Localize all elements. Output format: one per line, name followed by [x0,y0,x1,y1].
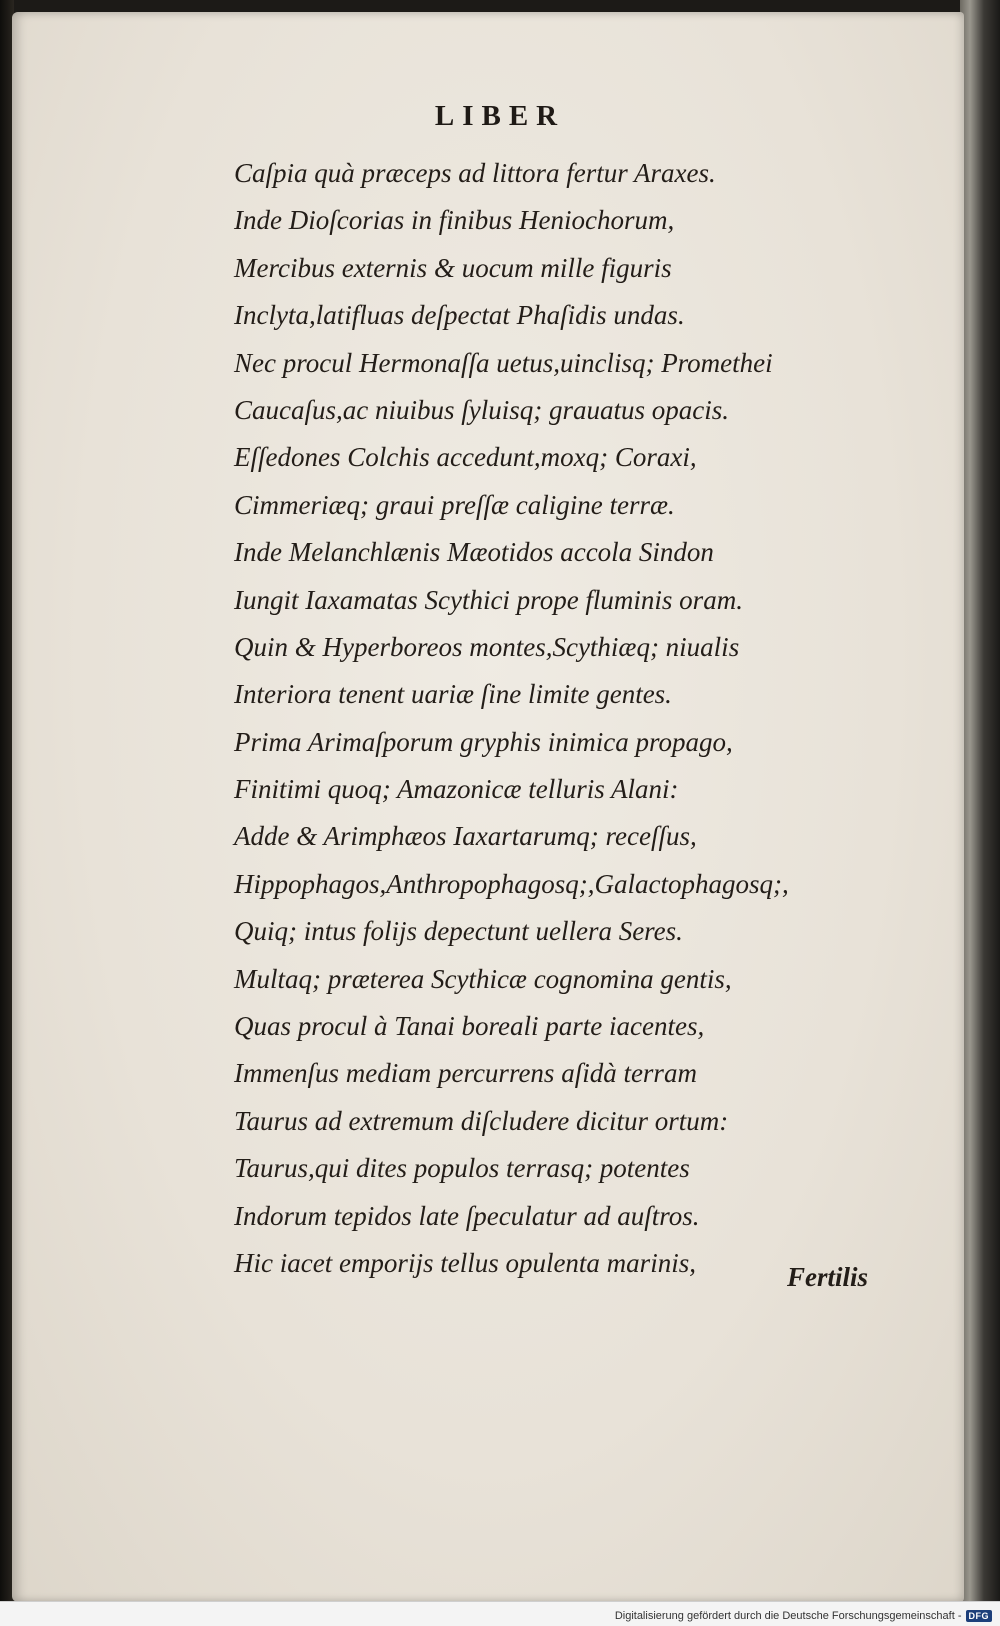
verse-line: Hic iacet emporijs tellus opulenta marinis, [234,1247,696,1278]
verse-line: Taurus,qui dites populos terrasq; potentes [234,1153,690,1184]
catchword: Fertilis [786,1262,868,1292]
verse-line: Quiq; intus folijs depectunt uellera Seres. [234,916,683,947]
book-edge-right [960,0,1000,1626]
verse-line: Prima Arimaſporum gryphis inimica propago, [234,726,733,757]
verse-line: Immenſus mediam percurrens aſidà terram [234,1058,697,1089]
verse-line: Mercibus externis & uocum mille figuris [234,252,672,283]
verse-line: Inde Melanchlænis Mæotidos accola Sindon [234,537,714,568]
verse-list [234,150,894,1287]
verse-line: Adde & Arimphæos Iaxartarumq; receſſus, [234,821,697,852]
verse-line: Eſſedones Colchis accedunt,moxq; Coraxi, [234,442,697,473]
verse-line: Quas procul à Tanai boreali parte iacentes, [234,1011,705,1042]
book-page [12,12,964,1602]
verse-line: Multaq; præterea Scythicæ cognomina gentis, [234,963,732,994]
verse-line: Interiora tenent uariæ ſine limite gentes. [234,679,672,710]
verse-line: Nec procul Hermonaſſa uetus,uinclisq; Promethei [234,347,773,378]
verse-line: Quin & Hyperboreos montes,Scythiæq; niualis [234,631,740,662]
verse-line: Inde Dioſcorias in finibus Heniochorum, [234,205,675,236]
verse-line: Taurus ad extremum diſcludere dicitur ortum: [234,1105,729,1136]
verse-line: Hippophagos,Anthropophagosq;,Galactophagosq;, [234,868,789,899]
verse-line: Caſpia quà præceps ad littora fertur Araxes. [234,158,716,188]
verse-line: Inclyta,latifluas deſpectat Phaſidis undas. [234,300,685,331]
verse-line: Caucaſus,ac niuibus ſyluisq; grauatus opacis. [234,394,729,425]
footer-credit [615,1610,992,1622]
verse-line: Iungit Iaxamatas Scythici prope fluminis oram. [234,584,743,615]
verse-line: Indorum tepidos late ſpeculatur ad auſtros. [234,1200,700,1231]
verse-line: Cimmeriæq; graui preſſæ caligine terræ. [234,489,675,520]
footer-credit-text: Digitalisierung gefördert durch die Deutsche Forschungsgemeinschaft - [614,1610,962,1622]
verse-line: Finitimi quoq; Amazonicæ telluris Alani: [234,774,679,805]
digitization-footer [0,1601,1000,1626]
dfg-logo: DFG [966,1610,993,1622]
running-head: LIBER [434,100,566,132]
